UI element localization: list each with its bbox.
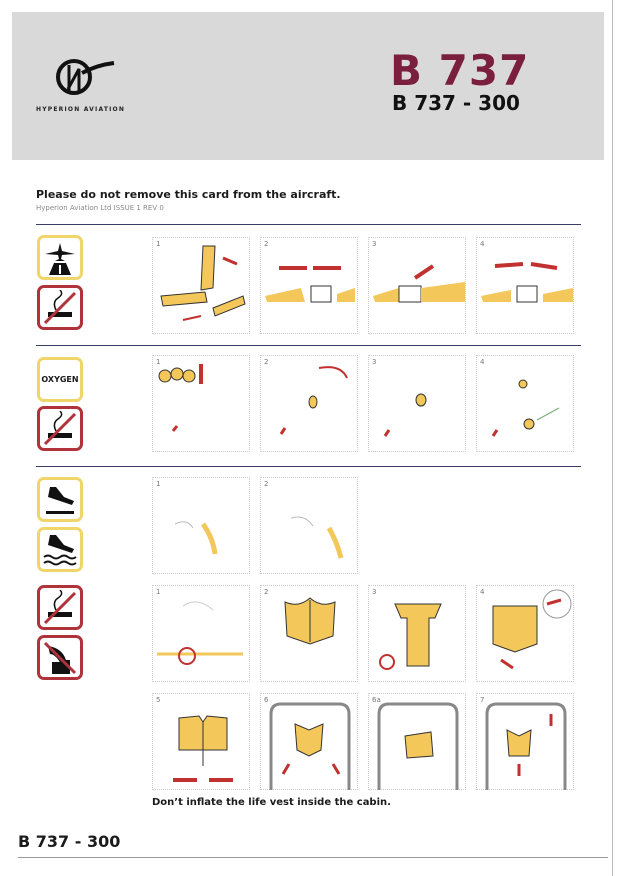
oxygen-label: OXYGEN: [41, 375, 79, 384]
lifevest-step-panel: [152, 693, 250, 790]
notice-text: Please do not remove this card from the aircraft.: [36, 188, 341, 201]
oxygen-step-panel: [368, 355, 466, 452]
aircraft-model: B 737: [390, 46, 530, 95]
no-smoking-icon: [37, 406, 83, 451]
step-number: 3: [372, 588, 377, 596]
seatbelt-step-panel: [260, 237, 358, 334]
warning-text: Don’t inflate the life vest inside the cabin.: [152, 797, 391, 808]
step-number: 2: [264, 240, 269, 248]
landing-icon: [37, 477, 83, 522]
seatbelt-step-panel: [476, 237, 574, 334]
lifevest-step-panel: [368, 693, 466, 790]
no-high-heels-baggage-icon: [37, 635, 83, 680]
issue-text: Hyperion Aviation Ltd ISSUE 1 REV 0: [36, 204, 164, 212]
step-number: 4: [480, 588, 485, 596]
step-number: 4: [480, 240, 485, 248]
step-number: 6a: [372, 696, 381, 704]
takeoff-icon: [37, 235, 83, 280]
footer-rule: [18, 857, 608, 858]
step-number: 1: [156, 480, 161, 488]
water-landing-icon: [37, 527, 83, 572]
step-number: 2: [264, 358, 269, 366]
brand-name: HYPERION AVIATION: [36, 106, 126, 113]
step-number: 1: [156, 358, 161, 366]
brace-step-panel: [152, 477, 250, 574]
step-number: 3: [372, 240, 377, 248]
oxygen-icon: [37, 357, 83, 402]
no-smoking-icon: [37, 285, 83, 330]
lifevest-step-panel: [260, 585, 358, 682]
brace-step-panel: [260, 477, 358, 574]
oxygen-step-panel: [476, 355, 574, 452]
lifevest-step-panel: [260, 693, 358, 790]
no-smoking-icon: [37, 585, 83, 630]
oxygen-step-panel: [152, 355, 250, 452]
lifevest-step-panel: [476, 585, 574, 682]
step-number: 4: [480, 358, 485, 366]
step-number: 1: [156, 588, 161, 596]
lifevest-step-panel: [476, 693, 574, 790]
lifevest-step-panel: [368, 585, 466, 682]
step-number: 6: [264, 696, 269, 704]
divider: [36, 345, 581, 346]
hyperion-logo: [52, 55, 122, 105]
page-edge: [612, 0, 613, 876]
step-number: 1: [156, 240, 161, 248]
step-number: 7: [480, 696, 485, 704]
aircraft-variant: B 737 - 300: [392, 91, 520, 115]
footer-variant: B 737 - 300: [18, 832, 121, 851]
divider: [36, 466, 581, 467]
step-number: 5: [156, 696, 161, 704]
divider: [36, 224, 581, 225]
seatbelt-step-panel: [152, 237, 250, 334]
step-number: 2: [264, 480, 269, 488]
oxygen-step-panel: [260, 355, 358, 452]
seatbelt-step-panel: [368, 237, 466, 334]
step-number: 3: [372, 358, 377, 366]
step-number: 2: [264, 588, 269, 596]
lifevest-step-panel: [152, 585, 250, 682]
